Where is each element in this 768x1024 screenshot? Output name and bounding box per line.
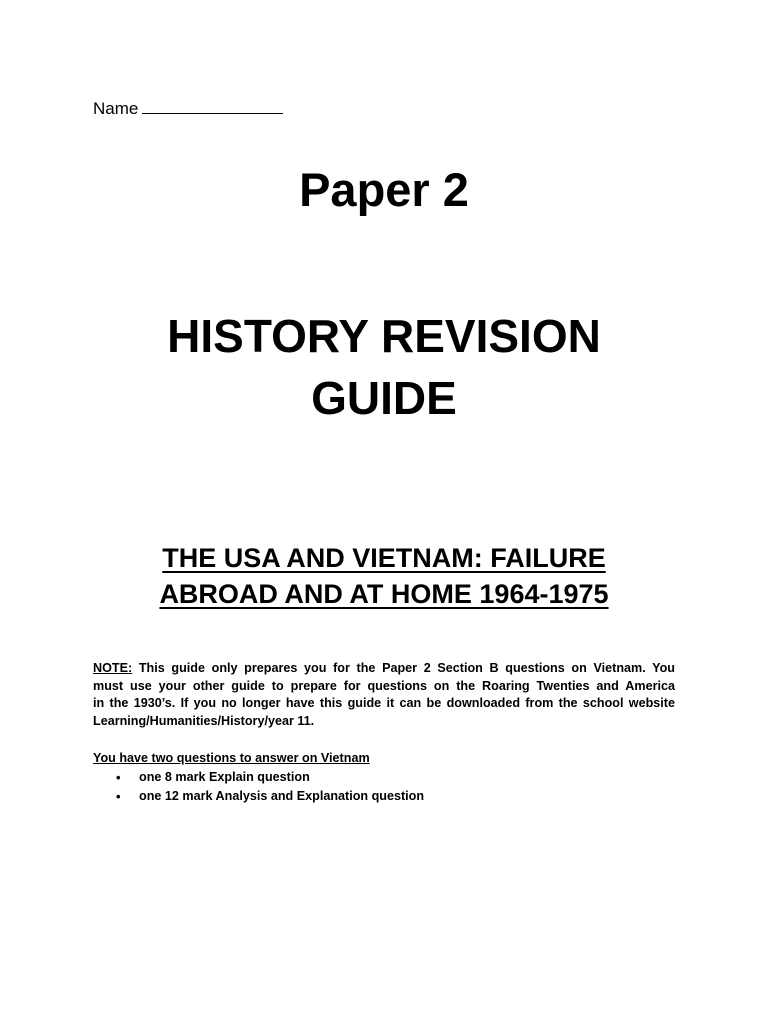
questions-list xyxy=(93,768,424,806)
questions-heading: You have two questions to answer on Vietnam xyxy=(93,751,370,765)
name-label: Name xyxy=(93,99,139,118)
name-blank-underline xyxy=(142,96,283,114)
subtitle-line-1: THE USA AND VIETNAM: FAILURE xyxy=(162,543,606,573)
note-line-1 xyxy=(93,660,675,678)
subtitle-line-2: ABROAD AND AT HOME 1964-1975 xyxy=(159,579,609,609)
note-text-1: This guide only prepares you for the Paper 2 Section B questions on Vietnam. You xyxy=(138,661,675,675)
note-paragraph xyxy=(93,660,675,730)
main-title xyxy=(0,305,768,429)
question-item-text: one 8 mark Explain question xyxy=(139,770,310,784)
name-field-line xyxy=(93,96,283,119)
note-line-3: in the 1930’s. If you no longer have this guide it can be downloaded from the school website xyxy=(93,696,675,710)
note-line-2: must use your other guide to prepare for questions on the Roaring Twenties and America xyxy=(93,678,675,693)
main-title-line-1: HISTORY REVISION xyxy=(167,310,601,362)
note-line-4: Learning/Humanities/History/year 11. xyxy=(93,713,315,728)
list-item xyxy=(93,787,424,806)
question-item-text: one 12 mark Analysis and Explanation question xyxy=(139,789,425,803)
paper-title: Paper 2 xyxy=(299,163,469,216)
note-label: NOTE: xyxy=(93,661,133,675)
subtitle xyxy=(0,540,768,612)
bullet-icon: • xyxy=(116,789,121,804)
bullet-icon: • xyxy=(116,770,121,785)
main-title-line-2: GUIDE xyxy=(311,372,457,424)
list-item xyxy=(93,768,424,787)
